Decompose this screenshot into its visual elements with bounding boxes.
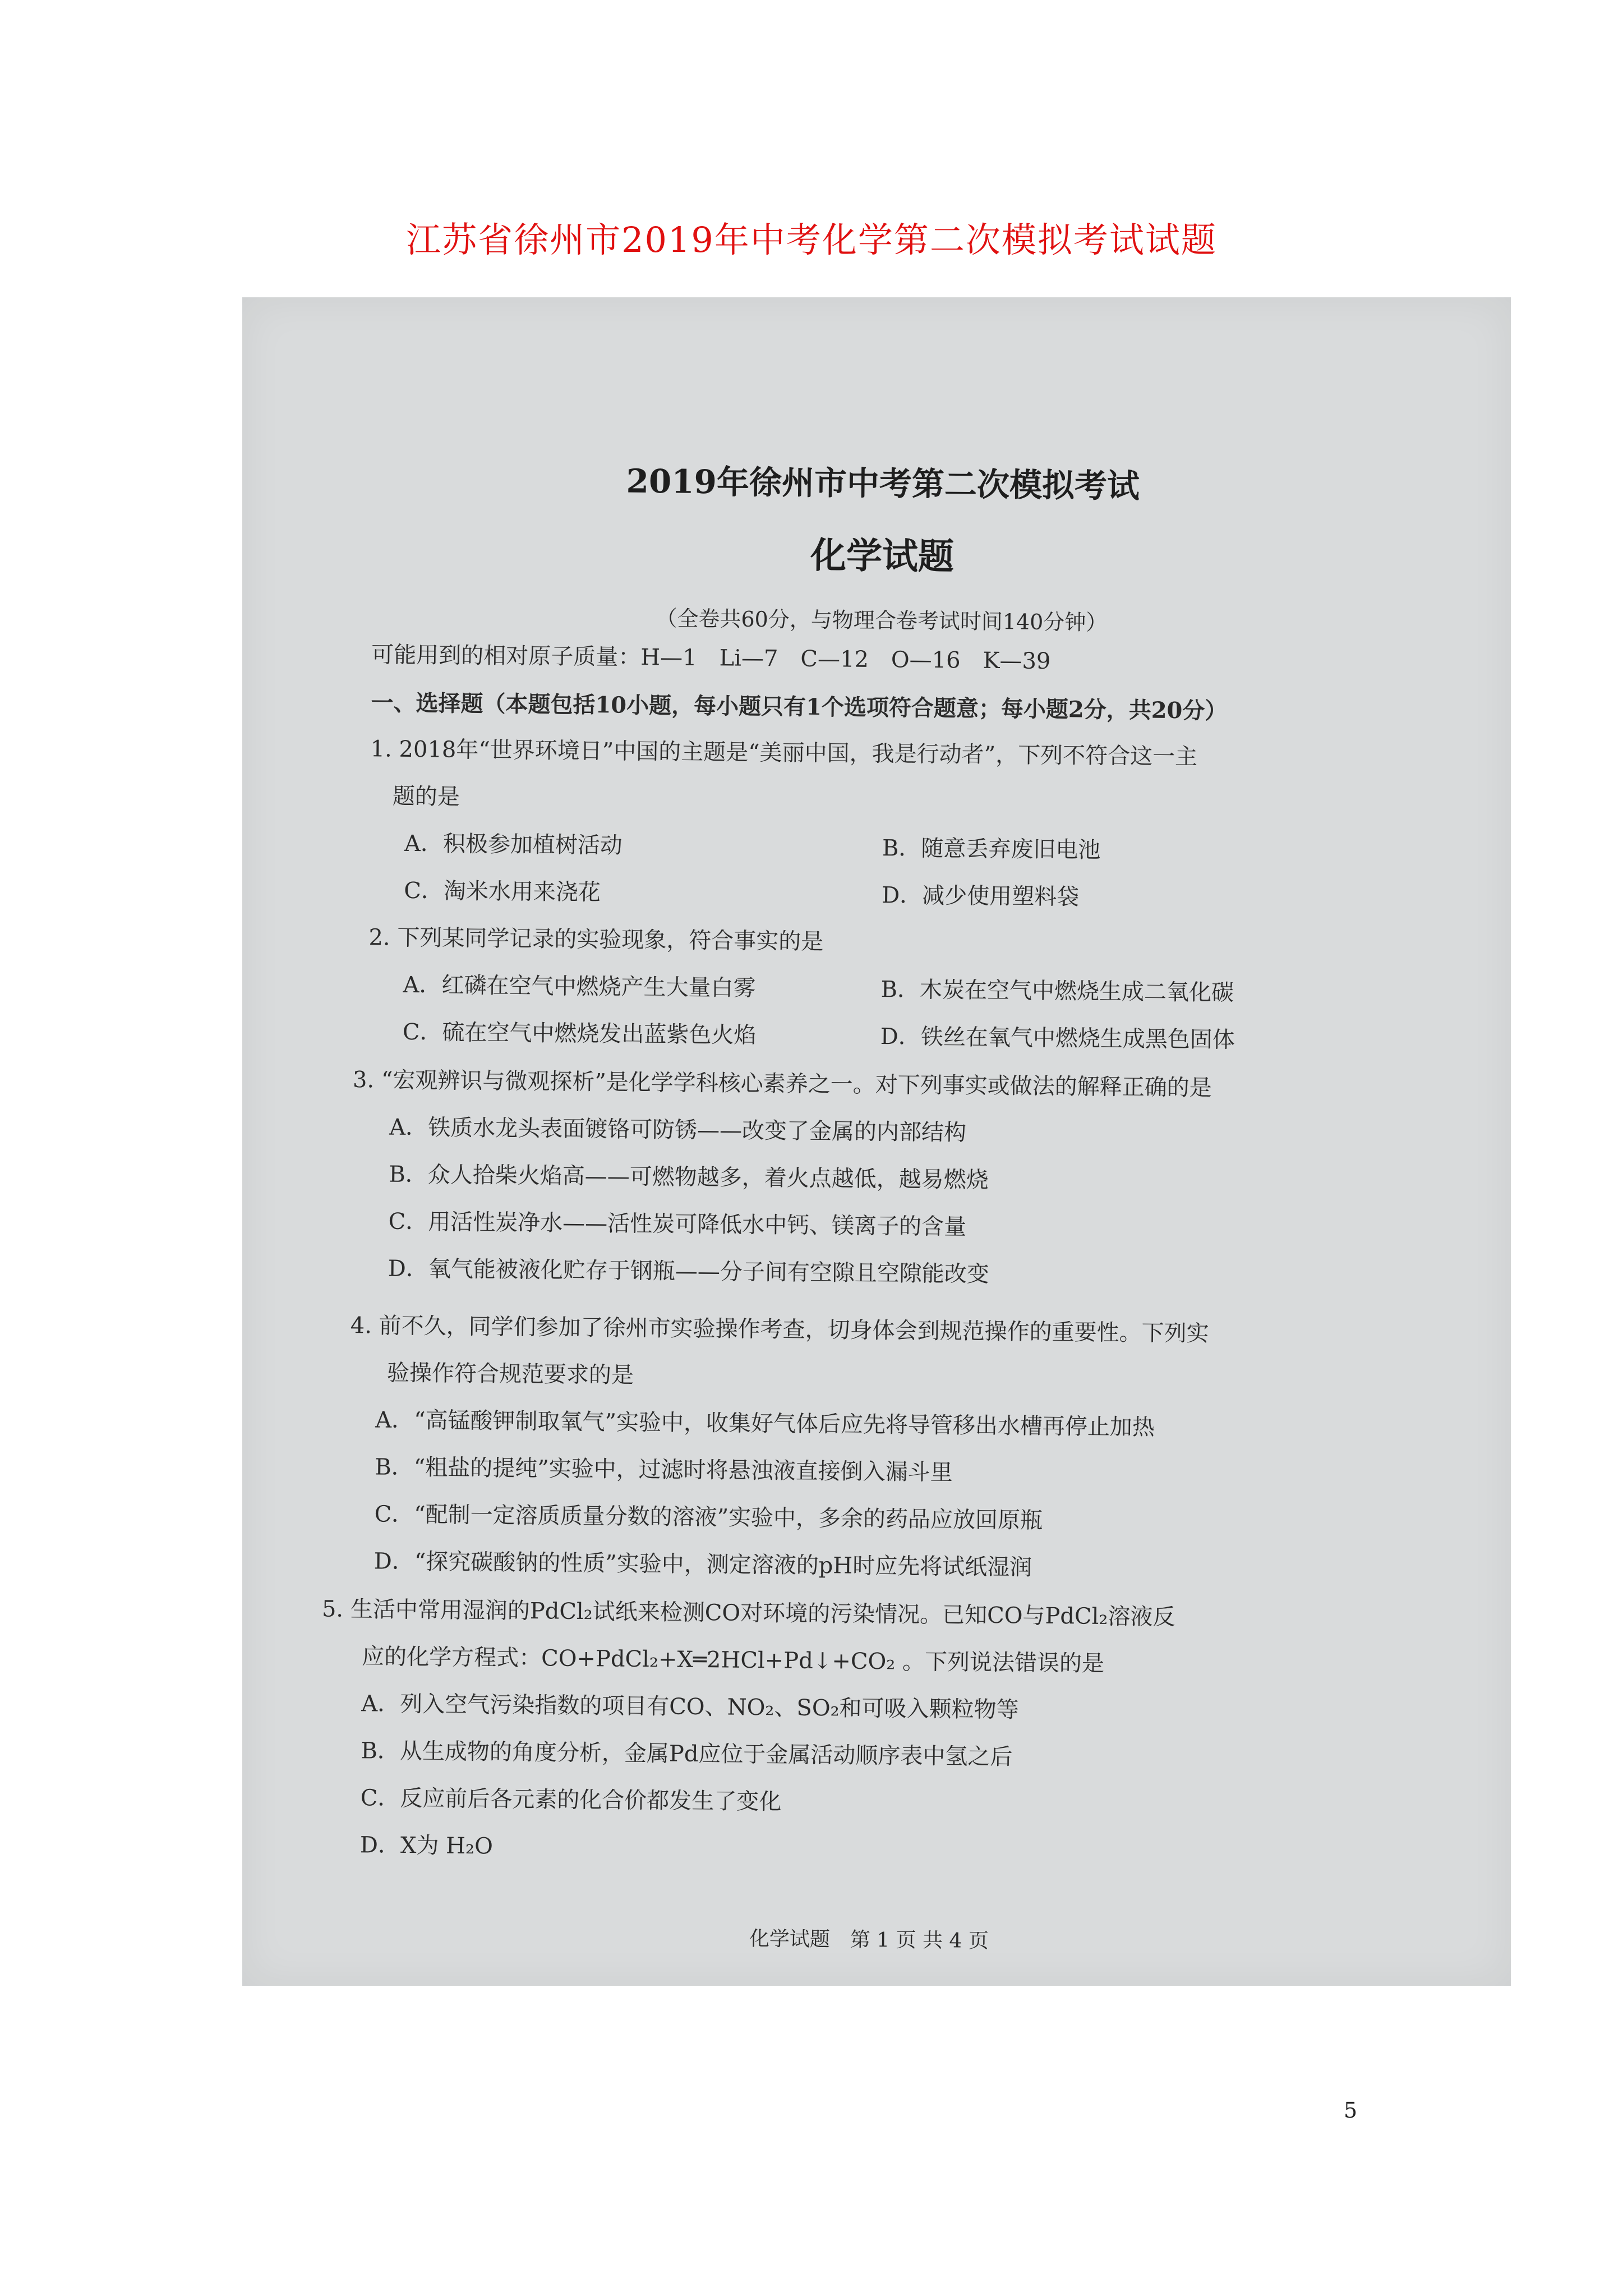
question-5-option-b: B．从生成物的角度分析，金属Pd应位于金属活动顺序表中氢之后 [361, 1738, 1013, 1770]
question-3-option-d: D．氧气能被液化贮存于钢瓶——分子间有空隙且空隙能改变 [388, 1255, 990, 1287]
document-title: 江苏省徐州市2019年中考化学第二次模拟考试试题 [406, 219, 1217, 260]
question-5-stem-cont: 应的化学方程式：CO+PdCl₂+X═2HCl+Pd↓+CO₂ 。下列说法错误的是 [361, 1644, 1105, 1677]
question-5-option-a: A．列入空气污染指数的项目有CO、NO₂、SO₂和可吸入颗粒物等 [361, 1691, 1019, 1723]
question-2-option-d: D．铁丝在氧气中燃烧生成黑色固体 [880, 1024, 1235, 1053]
question-5-option-c: C．反应前后各元素的化合价都发生了变化 [360, 1785, 782, 1815]
exam-title: 2019年徐州市中考第二次模拟考试 [626, 462, 1140, 505]
page-number: 5 [1344, 2098, 1358, 2123]
question-4-option-b: B．“粗盐的提纯”实验中，过滤时将悬浊液直接倒入漏斗里 [375, 1454, 953, 1486]
question-1-option-d: D．减少使用塑料袋 [881, 882, 1080, 910]
question-4-option-d: D．“探究碳酸钠的性质”实验中，测定溶液的pH时应先将试纸湿润 [374, 1548, 1032, 1581]
exam-note: （全卷共60分，与物理合卷考试时间140分钟） [656, 606, 1108, 635]
exam-footer: 化学试题 第 1 页 共 4 页 [749, 1927, 989, 1953]
question-4-stem-cont: 验操作符合规范要求的是 [386, 1360, 634, 1388]
section-heading: 一、选择题（本题包括10小题，每小题只有1个选项符合题意；每小题2分，共20分） [371, 689, 1228, 724]
exam-paper [242, 297, 1511, 1986]
question-1-stem: 1. 2018年“世界环境日”中国的主题是“美丽中国，我是行动者”，下列不符合这一主 [370, 736, 1198, 770]
question-3-option-b: B．众人拾柴火焰高——可燃物越多，着火点越低，越易燃烧 [389, 1161, 989, 1193]
question-1-option-b: B．随意丢弃废旧电池 [882, 835, 1101, 863]
question-1-option-c: C．淘米水用来浇花 [404, 877, 601, 906]
question-3-option-a: A．铁质水龙头表面镀铬可防锈——改变了金属的内部结构 [389, 1114, 967, 1146]
question-1-option-a: A．积极参加植树活动 [404, 830, 623, 859]
question-4-option-a: A．“高锰酸钾制取氧气”实验中，收集好气体后应先将导管移出水槽再停止加热 [375, 1407, 1155, 1441]
question-5-option-d: D．X为 H₂O [359, 1832, 494, 1860]
question-1-stem-cont: 题的是 [392, 783, 460, 810]
question-4-stem: 4. 前不久，同学们参加了徐州市实验操作考查，切身体会到规范操作的重要性。下列实 [350, 1313, 1209, 1347]
question-2-option-c: C．硫在空气中燃烧发出蓝紫色火焰 [402, 1019, 757, 1048]
question-3-option-c: C．用活性炭净水——活性炭可降低水中钙、镁离子的含量 [388, 1208, 967, 1240]
question-4-option-c: C．“配制一定溶质质量分数的溶液”实验中，多余的药品应放回原瓶 [374, 1501, 1043, 1534]
question-2-option-b: B．木炭在空气中燃烧生成二氧化碳 [880, 977, 1234, 1006]
exam-subtitle: 化学试题 [810, 534, 955, 578]
question-2-option-a: A．红磷在空气中燃烧产生大量白雾 [403, 972, 756, 1001]
exam-page-photo [242, 297, 1511, 1986]
question-5-stem: 5. 生活中常用湿润的PdCl₂试纸来检测CO对环境的污染情况。已知CO与PdCl₂溶液反 [321, 1596, 1175, 1631]
atomic-masses: 可能用到的相对原子质量：H—1 Li—7 C—12 O—16 K—39 [371, 642, 1051, 674]
question-3-stem: 3. “宏观辨识与微观探析”是化学学科核心素养之一。对下列事实或做法的解释正确的是 [352, 1067, 1212, 1101]
question-2-stem: 2. 下列某同学记录的实验现象，符合事实的是 [368, 924, 824, 955]
